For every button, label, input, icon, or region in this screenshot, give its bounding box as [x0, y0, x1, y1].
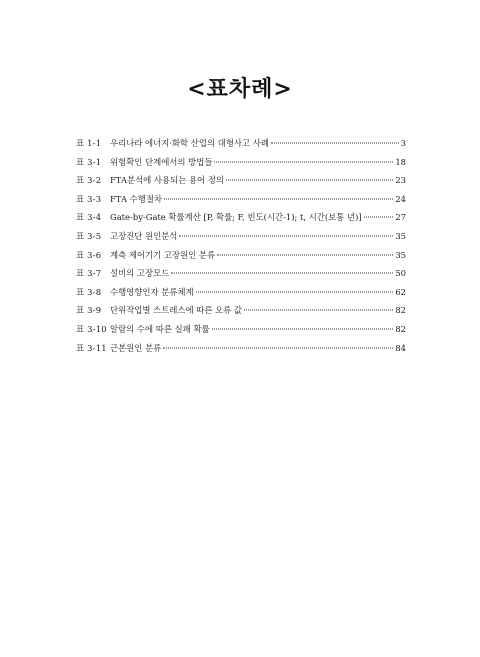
entry-number: 표 3-11: [76, 342, 107, 353]
toc-entry: [76, 339, 406, 358]
entry-page: 23: [395, 175, 406, 186]
dot-leader: [217, 254, 393, 255]
entry-page: 84: [395, 342, 406, 353]
entry-title: 고장진단 원인분석: [110, 230, 178, 241]
entry-number: 표 3-8: [76, 286, 102, 297]
entry-title: 계측 제어기기 고장원인 분류: [110, 249, 216, 260]
dot-leader: [214, 161, 393, 162]
entry-number: 표 3-9: [76, 305, 102, 316]
toc-entry: [76, 208, 406, 227]
entry-title: 수행영향인자 분류체계: [110, 286, 194, 297]
dot-leader: [196, 291, 394, 292]
page-title: <표차례>: [187, 76, 293, 102]
toc-entry: [76, 134, 406, 153]
entry-title: FTA 수행절차: [110, 193, 163, 204]
entry-page: 3: [400, 138, 406, 148]
table-of-tables: [76, 134, 406, 357]
dot-leader: [226, 180, 393, 181]
entry-page: 62: [395, 286, 406, 297]
toc-entry: [76, 264, 406, 283]
entry-number: 표 3-2: [76, 175, 102, 186]
toc-entry: [76, 153, 406, 172]
dot-leader: [244, 310, 393, 311]
entry-title: 설비의 고장모드: [110, 268, 170, 279]
entry-title: FTA분석에 사용되는 용어 정의: [110, 175, 224, 186]
entry-page: 50: [395, 268, 406, 279]
entry-page: 18: [395, 156, 406, 167]
toc-entry: [76, 190, 406, 209]
entry-page: 82: [395, 323, 406, 334]
entry-title: 위험확인 단계에서의 방법들: [110, 156, 213, 167]
toc-entry: [76, 283, 406, 302]
dot-leader: [212, 328, 394, 329]
entry-number: 표 3-4: [76, 212, 102, 223]
entry-page: 35: [395, 230, 406, 241]
entry-page: 24: [395, 193, 406, 204]
entry-page: 35: [395, 249, 406, 260]
entry-number: 표 1-1: [76, 138, 102, 148]
toc-entry: [76, 246, 406, 265]
entry-number: 표 3-10: [76, 323, 107, 334]
entry-number: 표 3-3: [76, 193, 102, 204]
toc-entry: [76, 227, 406, 246]
entry-number: 표 3-1: [76, 156, 102, 167]
dot-leader: [164, 198, 393, 199]
dot-leader: [364, 217, 394, 218]
toc-entry: [76, 171, 406, 190]
entry-title: 근본원인 분류: [110, 342, 162, 353]
entry-title: Gate-by-Gate 확률계산 [P, 확률; F, 빈도(시간-1); t, 시간(보통 년)]: [110, 212, 362, 223]
dot-leader: [179, 235, 393, 236]
entry-number: 표 3-6: [76, 249, 102, 260]
toc-entry: [76, 301, 406, 320]
entry-number: 표 3-5: [76, 230, 102, 241]
dot-leader: [163, 347, 393, 348]
entry-page: 82: [395, 305, 406, 316]
entry-title: 우리나라 에너지·화학 산업의 대형사고 사례: [110, 138, 269, 148]
entry-title: 알람의 수에 따른 실패 확률: [110, 323, 210, 334]
entry-title: 단위작업별 스트레스에 따른 오류 값: [110, 305, 243, 316]
entry-number: 표 3-7: [76, 268, 102, 279]
toc-entry: [76, 320, 406, 339]
dot-leader: [171, 273, 393, 274]
dot-leader: [271, 143, 399, 144]
entry-page: 27: [395, 212, 406, 223]
